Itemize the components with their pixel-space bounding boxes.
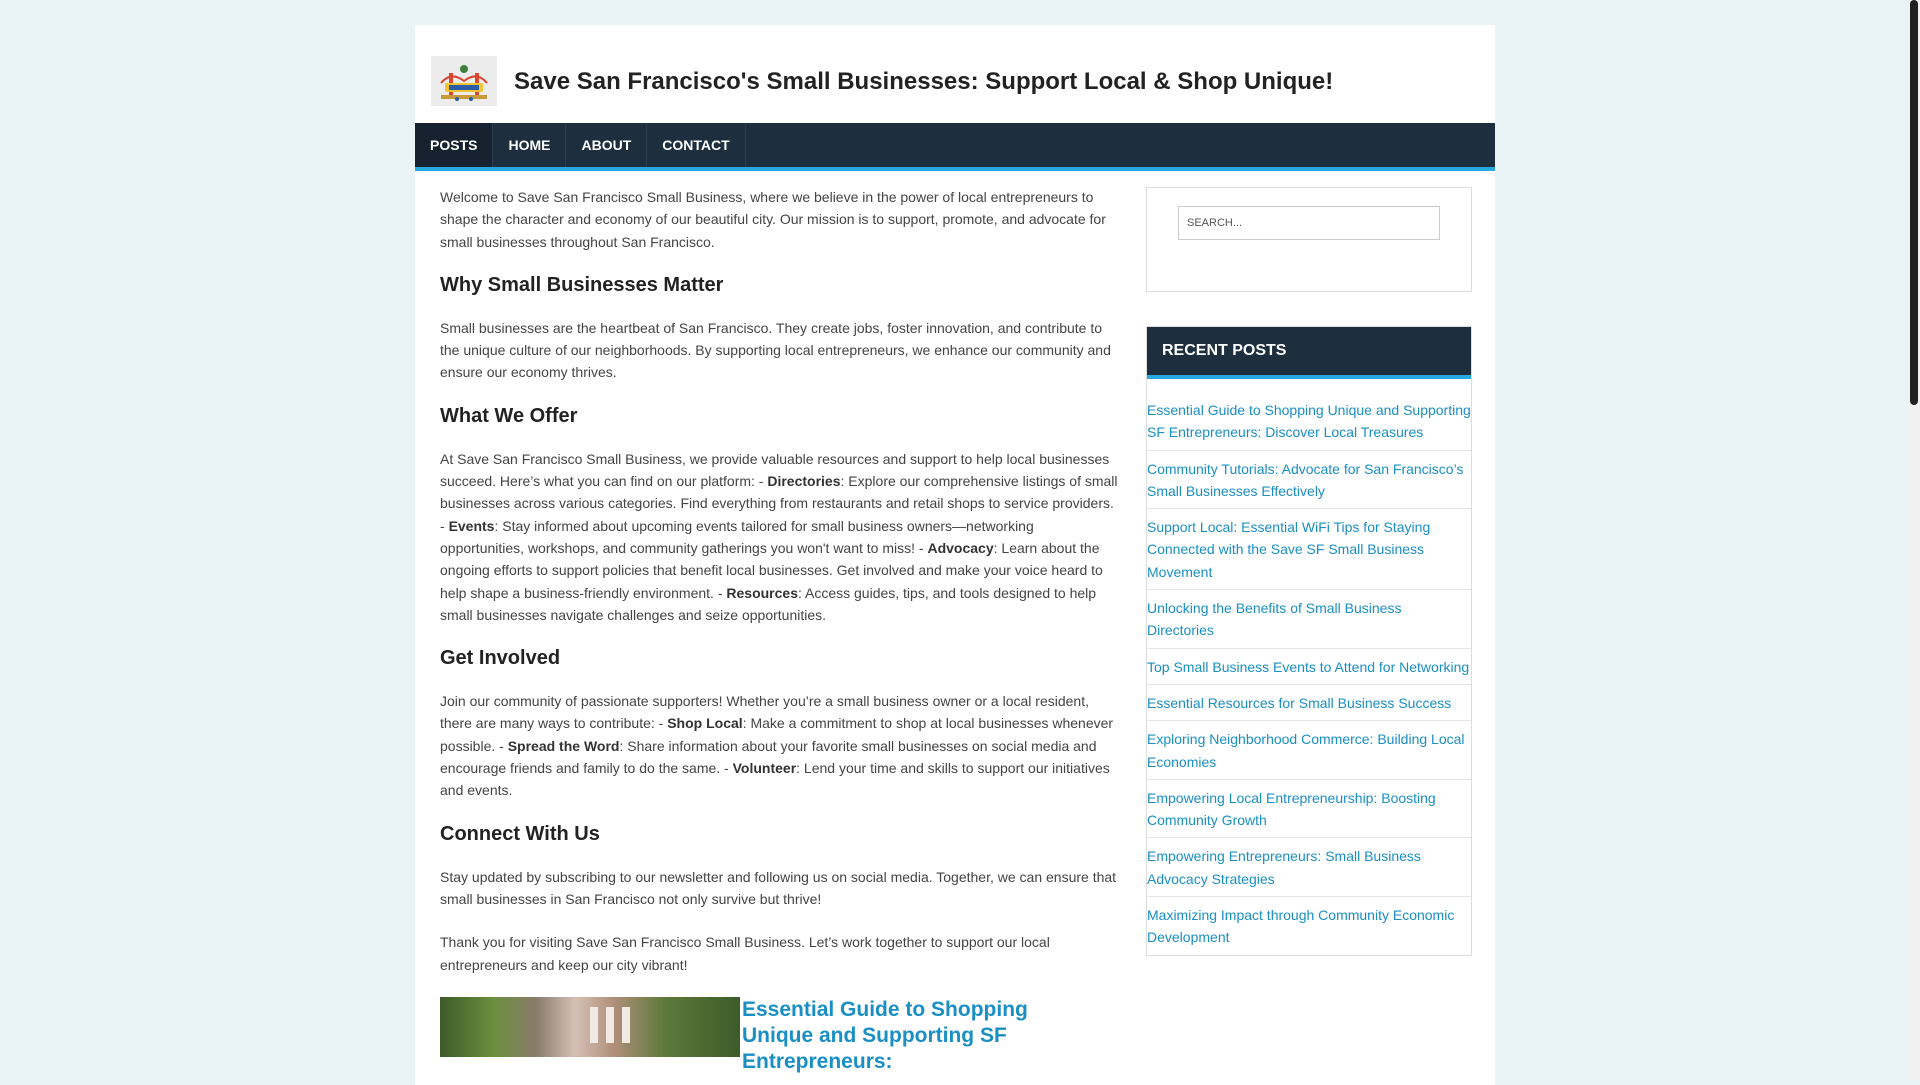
involved-text: Join our community of passionate supporters! Whether you’re a small business owner or a local resident, there are many ways to contribute: - xyxy=(440,693,1089,732)
featured-post xyxy=(440,997,1120,1075)
window-decoration xyxy=(590,1007,598,1043)
window-decoration xyxy=(606,1007,614,1043)
recent-posts-title: RECENT POSTS xyxy=(1147,327,1471,379)
search-widget xyxy=(1146,187,1472,292)
involved-bold-spread-the-word: Spread the Word xyxy=(507,737,620,754)
recent-post-link[interactable]: Maximizing Impact through Community Economic Development xyxy=(1147,907,1455,946)
involved-text: : Share information about your favorite small businesses on social media and encourage friends and family to do the same. - xyxy=(440,737,1097,777)
scrollbar-thumb[interactable] xyxy=(1910,0,1918,405)
nav-item-about[interactable]: ABOUT xyxy=(566,123,647,167)
window-decoration xyxy=(622,1007,630,1043)
main-content xyxy=(440,186,1120,1075)
offer-paragraph xyxy=(440,448,1120,626)
offer-text: : Stay informed about upcoming events tailored for small business owners—networking opportunities, workshops, and community gatherings you won't want to miss! - xyxy=(440,517,1034,556)
recent-post-link[interactable]: Empowering Local Entrepreneurship: Boosting Community Growth xyxy=(1147,780,1471,839)
heading-connect-with-us: Connect With Us xyxy=(440,822,600,845)
involved-text: : Make a commitment to shop at local businesses whenever possible. - xyxy=(440,715,1114,754)
offer-bold-directories: Directories xyxy=(767,473,841,490)
heading-get-involved: Get Involved xyxy=(440,647,561,670)
search-input[interactable] xyxy=(1178,206,1440,240)
recent-posts-widget xyxy=(1146,326,1472,956)
offer-text: At Save San Francisco Small Business, we provide valuable resources and support to help local businesses succeed. Here’s what you can find on our platform: - xyxy=(440,450,1110,490)
featured-post-thumbnail[interactable] xyxy=(440,997,740,1057)
nav-item-posts[interactable]: POSTS xyxy=(415,123,493,167)
sidebar xyxy=(1146,187,1472,956)
intro-paragraph: Welcome to Save San Francisco Small Business, where we believe in the power of local entrepreneurs to shape the character and economy of our beautiful city. Our mission is to support, promote, and advocate for small businesses throughout San Francisco. xyxy=(440,189,1106,250)
offer-bold-resources: Resources xyxy=(726,584,798,601)
nav-item-contact[interactable]: CONTACT xyxy=(647,123,745,167)
involved-bold-volunteer: Volunteer xyxy=(732,760,797,777)
recent-post-link[interactable]: Unlocking the Benefits of Small Business Directories xyxy=(1147,590,1471,649)
why-paragraph: Small businesses are the heartbeat of San Francisco. They create jobs, foster innovation, and contribute to the unique culture of our neighborhoods. By supporting local entrepreneurs, we enhance our community and ensure our economy thrives. xyxy=(440,319,1111,381)
recent-post-link[interactable]: Exploring Neighborhood Commerce: Building Local Economies xyxy=(1147,721,1471,780)
offer-bold-events: Events xyxy=(448,517,495,534)
site-title[interactable]: Save San Francisco's Small Businesses: Support Local & Shop Unique! xyxy=(514,68,1334,95)
connect-paragraph: Stay updated by subscribing to our newsletter and following us on social media. Together, we can ensure that small businesses in San Francisco not only survive but thrive! xyxy=(440,868,1117,907)
recent-post-link[interactable]: Community Tutorials: Advocate for San Francisco’s Small Businesses Effectively xyxy=(1147,451,1471,510)
involved-text: : Lend your time and skills to support our initiatives and events. xyxy=(440,760,1110,799)
recent-post-link[interactable]: Essential Resources for Small Business Success xyxy=(1147,685,1471,721)
offer-bold-advocacy: Advocacy xyxy=(927,539,994,556)
nav-item-home[interactable]: HOME xyxy=(493,123,566,167)
recent-post-link[interactable]: Support Local: Essential WiFi Tips for Staying Connected with the Save SF Small Business Movement xyxy=(1147,509,1471,590)
heading-why-small-businesses: Why Small Businesses Matter xyxy=(440,273,724,296)
recent-posts-list xyxy=(1147,379,1471,955)
featured-post-title[interactable]: Essential Guide to Shopping Unique and Supporting SF Entrepreneurs: xyxy=(742,997,1028,1073)
heading-what-we-offer: What We Offer xyxy=(440,404,578,427)
recent-post-link[interactable]: Empowering Entrepreneurs: Small Business Advocacy Strategies xyxy=(1147,838,1471,897)
thank-you-paragraph: Thank you for visiting Save San Francisco Small Business. Let’s work together to support our local entrepreneurs and keep our city vibrant! xyxy=(440,934,1050,973)
page-body xyxy=(415,0,1495,1080)
involved-paragraph xyxy=(440,690,1120,801)
involved-bold-shop-local: Shop Local xyxy=(667,715,743,732)
recent-post-link[interactable]: Essential Guide to Shopping Unique and Supporting SF Entrepreneurs: Discover Local Treasures xyxy=(1147,379,1471,451)
offer-text: : Learn about the ongoing efforts to support policies that benefit local businesses. Get involved and make your voice heard to help shape a business-friendly environment. - xyxy=(440,539,1103,601)
recent-post-link[interactable]: Top Small Business Events to Attend for Networking xyxy=(1147,649,1471,685)
offer-text: : Access guides, tips, and tools designed to help small businesses navigate challenges and seize opportunities. xyxy=(440,584,1097,623)
offer-text: : Explore our comprehensive listings of small businesses across various categories. Find everything from restaurants and retail shops to service providers. - xyxy=(440,473,1118,534)
